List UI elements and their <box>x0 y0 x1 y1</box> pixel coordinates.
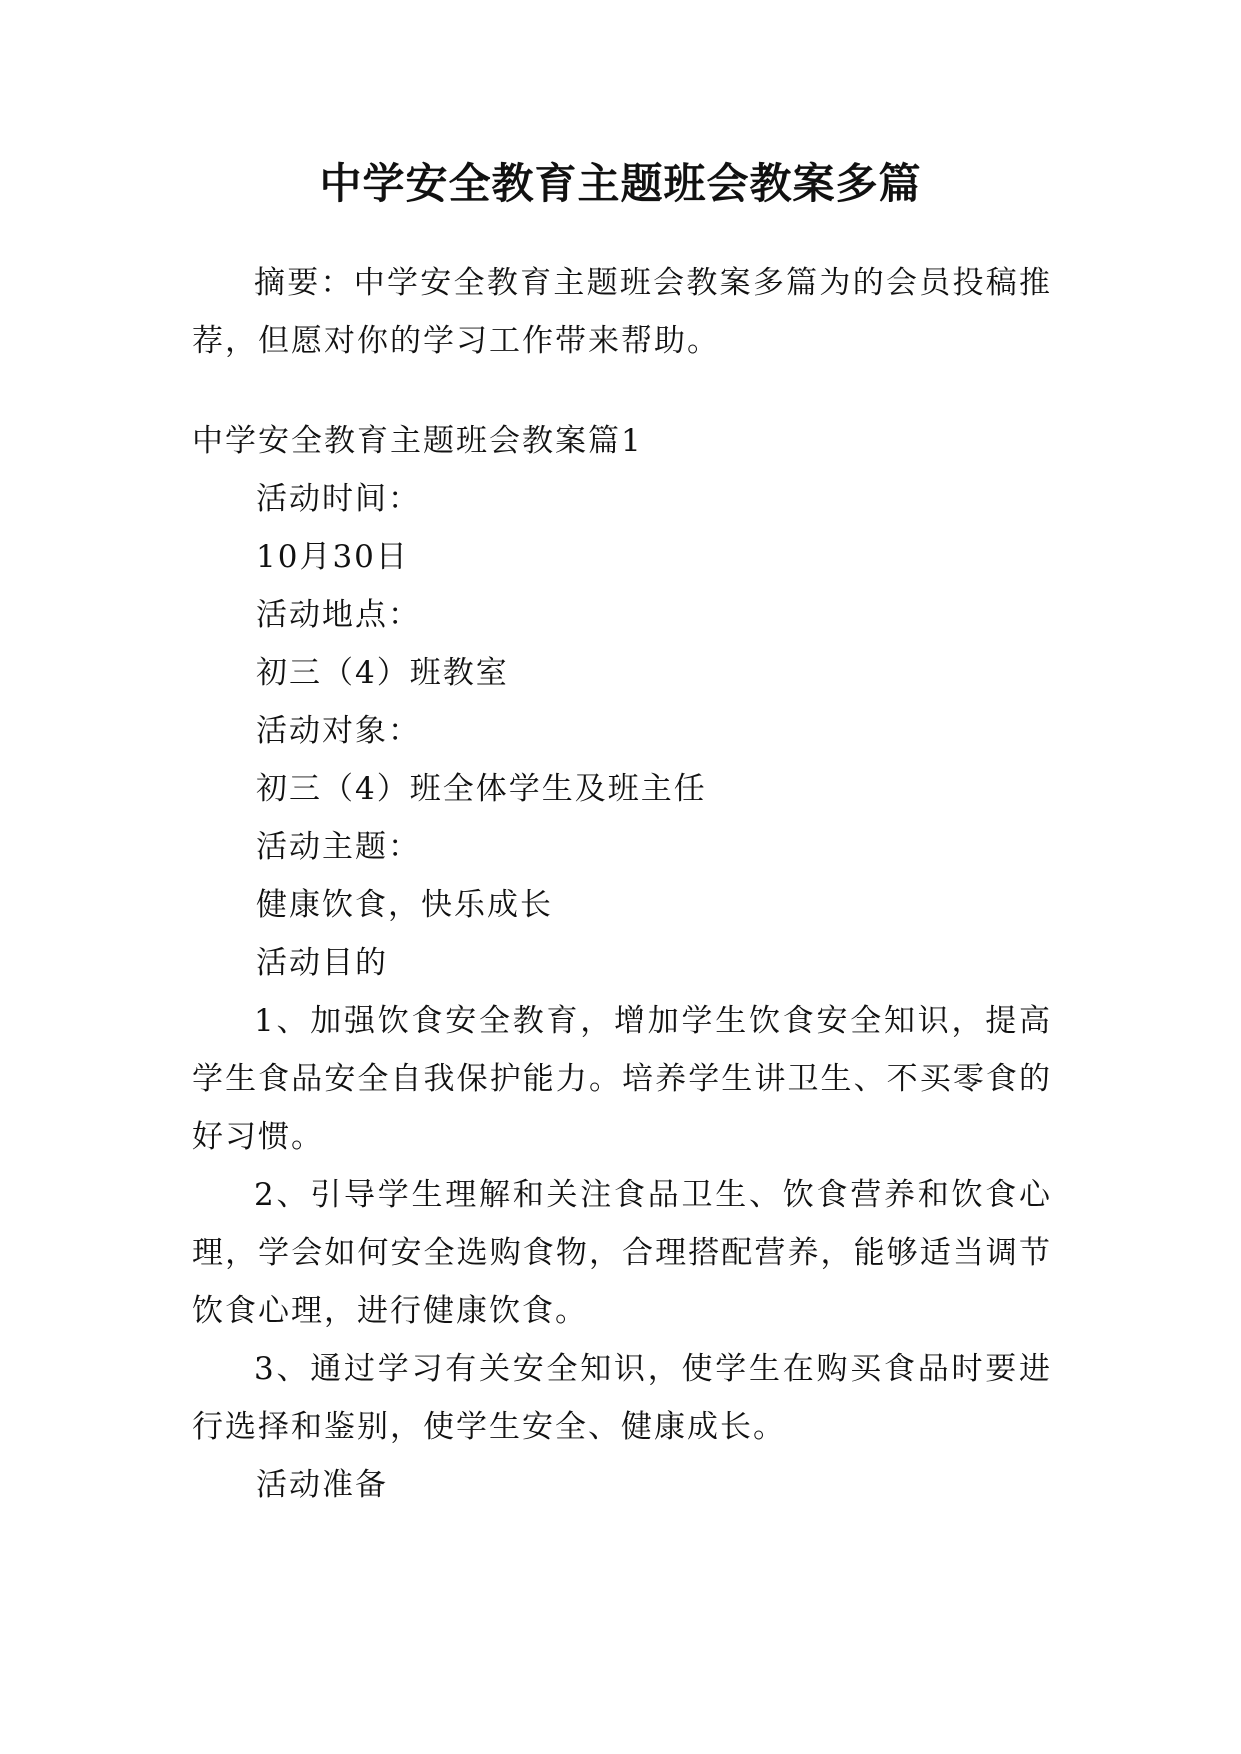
purpose-item-2: 2、引导学生理解和关注食品卫生、饮食营养和饮食心理，学会如何安全选购食物，合理搭配营养，能够适当调节饮食心理，进行健康饮食。 <box>192 1177 1052 1329</box>
activity-target-value: 初三（4）班全体学生及班主任 <box>256 771 707 807</box>
activity-place-label: 活动地点： <box>256 597 421 633</box>
activity-time-label: 活动时间： <box>256 481 421 517</box>
purpose-item-3: 3、通过学习有关安全知识，使学生在购买食品时要进行选择和鉴别，使学生安全、健康成长。 <box>192 1351 1052 1445</box>
activity-place-value: 初三（4）班教室 <box>256 655 509 691</box>
activity-purpose-label: 活动目的 <box>256 945 388 981</box>
abstract-paragraph: 摘要：中学安全教育主题班会教案多篇为的会员投稿推荐，但愿对你的学习工作带来帮助。 <box>192 265 1052 359</box>
document-title: 中学安全教育主题班会教案多篇 <box>319 159 922 208</box>
body-block <box>192 412 1052 1514</box>
activity-preparation-label: 活动准备 <box>256 1467 388 1503</box>
section-heading: 中学安全教育主题班会教案篇1 <box>192 423 643 459</box>
activity-time-value: 10月30日 <box>256 539 409 575</box>
purpose-item-1: 1、加强饮食安全教育，增加学生饮食安全知识，提高学生食品安全自我保护能力。培养学生讲卫生、不买零食的好习惯。 <box>192 1003 1052 1155</box>
abstract-block <box>192 254 1052 370</box>
activity-theme-label: 活动主题： <box>256 829 421 865</box>
activity-theme-value: 健康饮食，快乐成长 <box>256 887 553 923</box>
activity-target-label: 活动对象： <box>256 713 421 749</box>
